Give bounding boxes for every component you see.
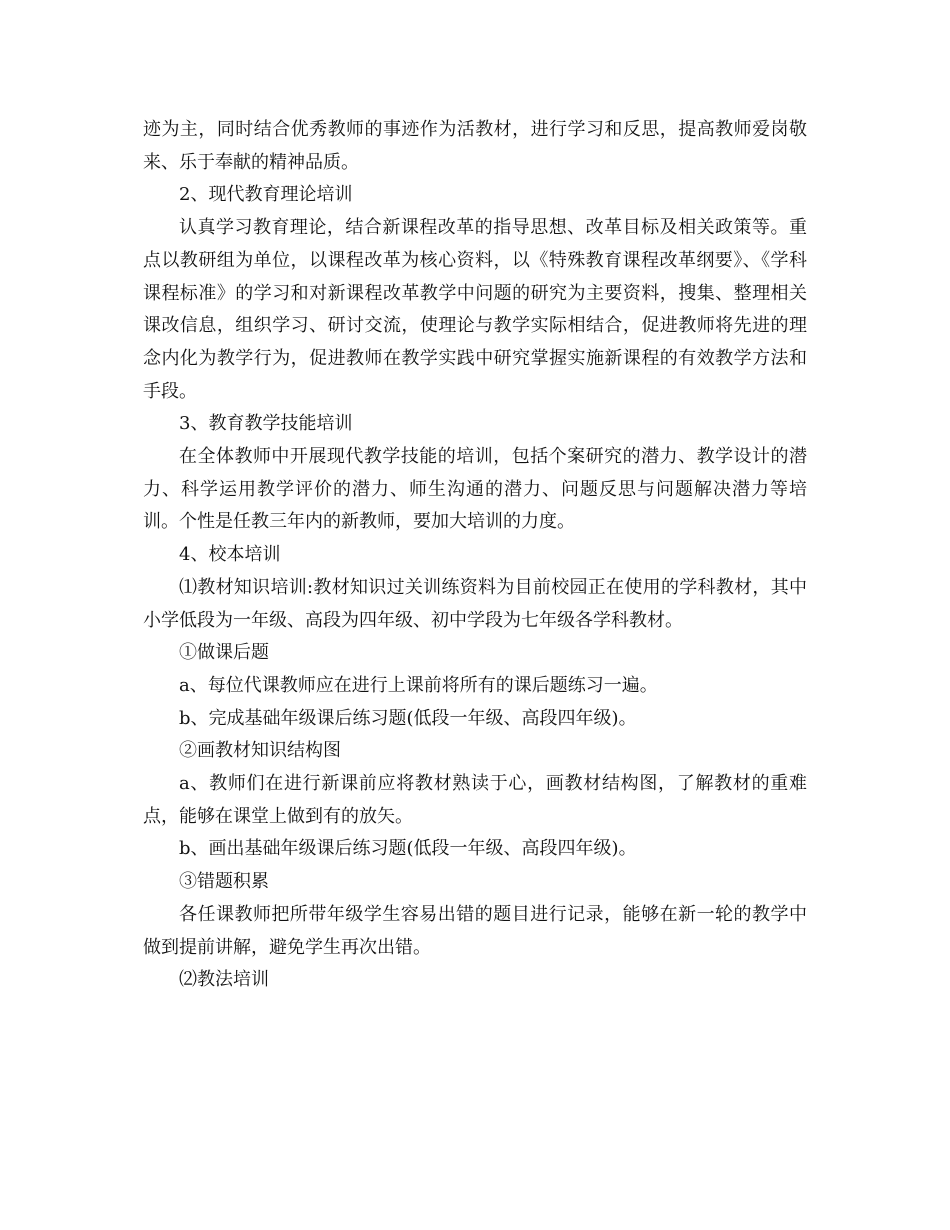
paragraph-3: 认真学习教育理论，结合新课程改革的指导思想、改革目标及相关政策等。重点以教研组为单位，以课程改革为核心资料，以《特殊教育课程改革纲要》、《学科课程标准》的学习和对新课程改革教学中问题的研究为主要资料，搜集、整理相关课改信息，组织学习、研讨交流，使理论与教学实际相结合，促进教师将先进的理念内化为教学行为，促进教师在教学实践中研究掌握实施新课程的有效教学方法和手段。: [143, 217, 807, 402]
list-item-12: a、教师们在进行新课前应将教材熟读于心，画教材结构图，了解教材的重难点，能够在课堂上做到有的放矢。: [143, 773, 807, 827]
paragraph-15: 各任课教师把所带年级学生容易出错的题目进行记录，能够在新一轮的教学中做到提前讲解，避免学生再次出错。: [143, 903, 807, 958]
list-item-13: b、画出基础年级课后练习题(低段一年级、高段四年级)。: [179, 838, 637, 860]
heading-16: ⑵教法培训: [179, 969, 269, 991]
list-item-9: a、每位代课教师应在进行上课前将所有的课后题练习一遍。: [179, 674, 658, 696]
heading-4: 3、教育教学技能培训: [179, 413, 353, 435]
document-body: [143, 114, 807, 997]
paragraph-7: ⑴教材知识培训:教材知识过关训练资料为目前校园正在使用的学科教材，其中小学低段为一年级、高段为四年级、初中学段为七年级各学科教材。: [143, 576, 807, 631]
subheading-11: ②画教材知识结构图: [179, 740, 341, 762]
subheading-14: ③错题积累: [179, 871, 269, 893]
heading-2: 2、现代教育理论培训: [179, 184, 353, 206]
list-item-10: b、完成基础年级课后练习题(低段一年级、高段四年级)。: [179, 707, 637, 729]
subheading-8: ①做课后题: [179, 642, 269, 664]
paragraph-1: 迹为主，同时结合优秀教师的事迹作为活教材，进行学习和反思，提高教师爱岗敬来、乐于奉献的精神品质。: [143, 119, 807, 173]
paragraph-5: 在全体教师中开展现代教学技能的培训，包括个案研究的潜力、教学设计的潜力、科学运用教学评价的潜力、师生沟通的潜力、问题反思与问题解决潜力等培训。个性是任教三年内的新教师，要加大培训的力度。: [143, 446, 807, 533]
heading-6: 4、校本培训: [179, 544, 281, 566]
